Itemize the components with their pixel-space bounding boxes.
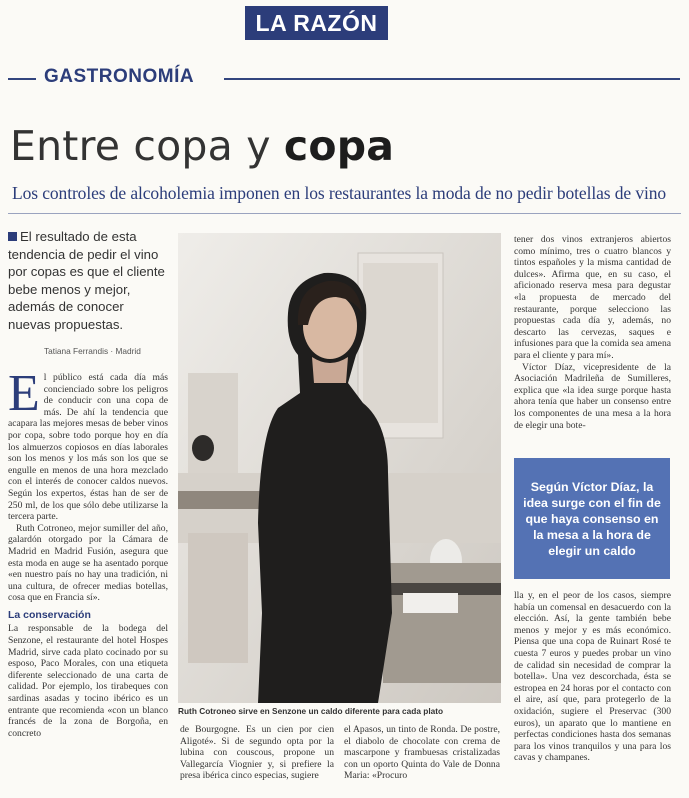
paragraph: de Bourgogne. Es un cien por cien Aligoté». Si de segundo opta por la lubina con couscous, propone un Vallegarcía Viognier y, si prefiere la presa ibérica cinco especias, sugiere xyxy=(180,724,334,782)
lede-text: El resultado de esta tendencia de pedir el vino por copas es que el cliente bebe menos y mejor, además de conocer nuevas propuestas. xyxy=(8,229,165,332)
paragraph: tener dos vinos extranjeros abiertos como mínimo, tres o cuatro blancos y tintos españoles y la misma cantidad de dulces». Afirma que, en su caso, el aficionado reserva mesa para degustar «la propuesta de mercado del restaurante, porque selecciono las propuestas cada día y, además, no descarto las cervezas, saques e infusiones para que la comida sea amena para el cliente y para mí». xyxy=(514,234,671,361)
divider xyxy=(8,213,681,214)
headline-bold: copa xyxy=(283,122,395,170)
subheading: La conservación xyxy=(8,608,91,621)
headline xyxy=(10,122,394,170)
paragraph: La responsable de la bodega del Senzone, el restaurante del hotel Hospes Madrid, sirve cada plato cocinado por su esposo, Paco Morales, con una etiqueta diferente seleccionado de una carta de calidad. Por ejemplo, los tirabeques con sardinas asadas y tocino ibérico es un entrante que recomienda «con un blanco francés de la zona de Borgoña, en concreto xyxy=(8,623,168,739)
lede xyxy=(8,228,168,333)
section-rule-left xyxy=(8,78,36,80)
paragraph: el Apasos, un tinto de Ronda. De postre, el diabolo de chocolate con crema de mascarpone y frambuesas cristalizadas con un oporto Quinta do Vale de Donna Maria: «Procuro xyxy=(344,724,500,782)
article-column-3 xyxy=(344,724,500,796)
byline: Tatiana Ferrandis · Madrid xyxy=(44,346,141,356)
photo-illustration xyxy=(178,233,501,703)
paragraph: Víctor Díaz, vicepresidente de la Asociación Madrileña de Sumilleres, explica que «la idea surge porque hasta ahora tenía que haber un consenso entre los componentes de una mesa a la hora de elegir una bote- xyxy=(514,361,671,431)
section-label: GASTRONOMÍA xyxy=(44,66,195,87)
pull-quote: Según Víctor Díaz, la idea surge con el fin de que haya consenso en la mesa a la hora de elegir un caldo xyxy=(514,458,670,579)
bullet-square-icon xyxy=(8,232,17,241)
subheadline: Los controles de alcoholemia imponen en los restaurantes la moda de no pedir botellas de vino xyxy=(12,183,667,203)
article-column-1 xyxy=(8,372,168,792)
photo-caption: Ruth Cotroneo sirve en Senzone un caldo diferente para cada plato xyxy=(178,706,444,716)
article-photo xyxy=(178,233,501,703)
headline-light: Entre copa y xyxy=(10,122,284,170)
article-column-4-bottom xyxy=(514,590,671,796)
dropcap: E xyxy=(8,372,40,422)
paragraph: Ruth Cotroneo, mejor sumiller del año, galardón otorgado por la Cámara de Madrid en Madrid Fusión, asegura que esta moda en auge se ha asentado porque «en nuestro país no hay una tradición, ni una cultura, de ofrecer medias botellas, cosa que en Francia sí». xyxy=(8,522,168,604)
paragraph: l público está cada día más concienciado sobre los peligros de conducir con una copa de más. De ahí la tendencia que acapara las mejores mesas de beber vinos por copa, sobre todo porque hoy en día los almuerzos copiosos en días laborales son los menos y los más son los que se engulle en menos de una hora mezclado con el interés de conocer caldos nuevos. Según los expertos, éstas han de ser de 250 ml, de los que sólo debe utilizarse la tercera parte. xyxy=(8,372,168,523)
article-column-2 xyxy=(180,724,334,796)
paragraph: lla y, en el peor de los casos, siempre había un comensal en desacuerdo con la elección. Así, la gente también bebe menos y mejor y es más económico. Piensa que una copa de Ruinart Rosé te cuesta 7 euros y puedes probar un vino de calidad sin necesidad de comprar la botella». Una vez descorchada, ésta se estropea en 24 horas por el contacto con el aire, así que, para protegerlo de la oxidación, sugiere el Preservac (300 euros), un aparato que lo mantiene en perfectas condiciones hasta dos semanas para los vinos tranquilos y una para los cavas y champanes. xyxy=(514,590,671,764)
section-rule-right xyxy=(224,78,680,80)
newspaper-masthead: LA RAZÓN xyxy=(245,6,388,40)
article-column-4-top xyxy=(514,234,671,446)
